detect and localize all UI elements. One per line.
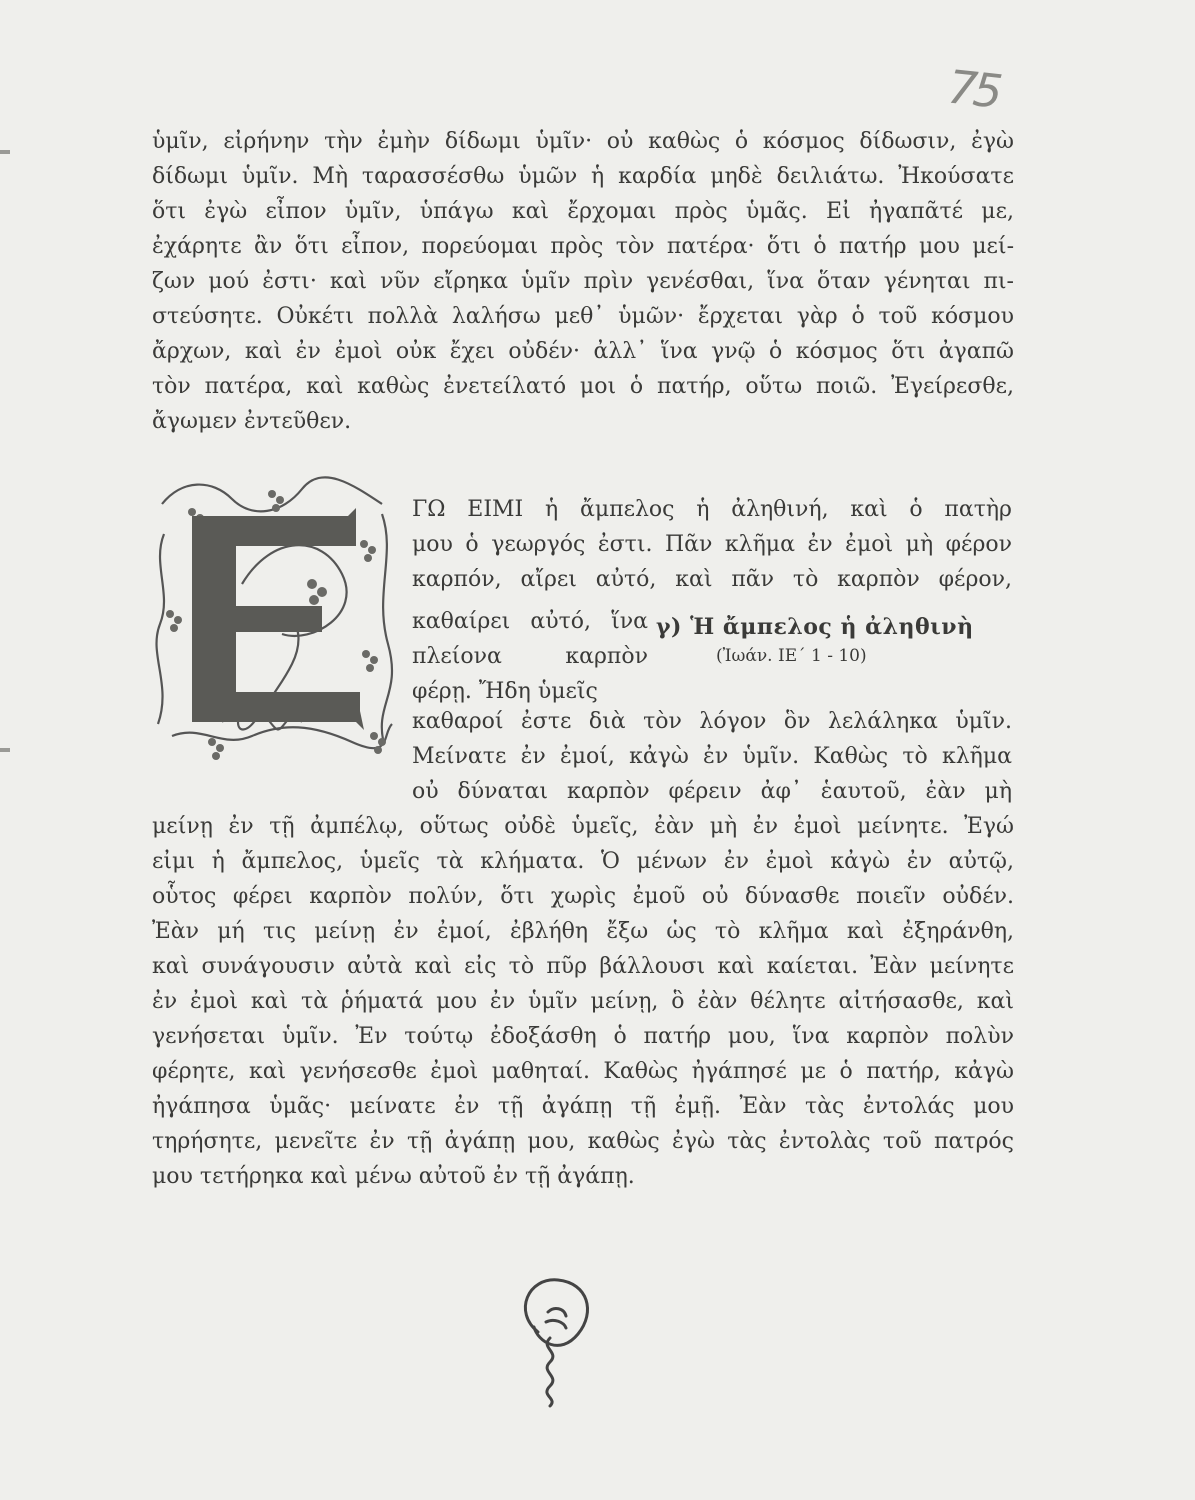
text-line: καρπόν, αἴρει αὐτό, καὶ πᾶν τὸ καρπὸν φέρον, (412, 567, 1012, 592)
paragraph-wrap (412, 492, 1012, 597)
text-line: πλείονα καρπὸν (412, 644, 648, 669)
text-line: ΓΩ ΕΙΜΙ ἡ ἄμπελος ἡ ἀληθινή, καὶ ὁ πατὴρ (412, 497, 1012, 522)
paragraph-full (152, 809, 1014, 1194)
text-line: στεύσητε. Οὐκέτι πολλὰ λαλήσω μεθ᾽ ὑμῶν· ἔρχεται γὰρ ὁ τοῦ κόσμου (152, 304, 1014, 329)
text-line: φέρῃ. Ἤδη ὑμεῖς (412, 679, 598, 704)
text-line: μου τετήρηκα καὶ μένω αὐτοῦ ἐν τῇ ἀγάπῃ. (152, 1164, 635, 1189)
text-line: μου ὁ γεωργός ἐστι. Πᾶν κλῆμα ἐν ἐμοὶ μὴ φέρον (412, 532, 1012, 557)
text-line: τὸν πατέρα, καὶ καθὼς ἐνετείλατό μοι ὁ πατήρ, οὕτω ποιῶ. Ἐγείρεσθε, (152, 374, 1014, 399)
text-line: τηρήσητε, μενεῖτε ἐν τῇ ἀγάπῃ μου, καθὼς ἐγὼ τὰς ἐντολὰς τοῦ πατρός (152, 1129, 1014, 1154)
text-line: Ἐὰν μή τις μείνῃ ἐν ἐμοί, ἐβλήθη ἔξω ὡς τὸ κλῆμα καὶ ἐξηράνθη, (152, 919, 1014, 944)
edge-mark (0, 150, 10, 154)
text-line: ὅτι ἐγὼ εἶπον ὑμῖν, ὑπάγω καὶ ἔρχομαι πρὸς ὑμᾶς. Εἰ ἠγαπᾶτέ με, (152, 199, 1014, 224)
scripture-reference: (Ἰωάν. ΙΕ΄ 1 - 10) (716, 646, 867, 666)
flourish-icon (508, 1272, 598, 1412)
text-line: καθαίρει αὐτό, ἵνα (412, 609, 648, 634)
text-line: ὑμῖν, εἰρήνην τὴν ἐμὴν δίδωμι ὑμῖν· οὐ καθὼς ὁ κόσμος δίδωσιν, ἐγὼ (152, 129, 1014, 154)
text-line: φέρητε, καὶ γενήσεσθε ἐμοὶ μαθηταί. Καθὼς ἠγάπησέ με ὁ πατήρ, κἀγὼ (152, 1059, 1014, 1084)
text-line: ζων μού ἐστι· καὶ νῦν εἴρηκα ὑμῖν πρὶν γενέσθαι, ἵνα ὅταν γένηται πι- (152, 269, 1014, 294)
decorated-initial (152, 474, 396, 766)
text-line: μείνῃ ἐν τῇ ἀμπέλῳ, οὕτως οὐδὲ ὑμεῖς, ἐὰν μὴ ἐν ἐμοὶ μείνητε. Ἐγώ (152, 814, 1014, 839)
paragraph-wrap-after (412, 704, 1012, 809)
page-number: 75 (945, 59, 1002, 119)
text-line: ἐν ἐμοὶ καὶ τὰ ῥήματά μου ἐν ὑμῖν μείνῃ, ὃ ἐὰν θέλητε αἰτήσασθε, καὶ (152, 989, 1014, 1014)
text-line: οὐ δύναται καρπὸν φέρειν ἀφ᾽ ἑαυτοῦ, ἐὰν μὴ (412, 779, 1012, 804)
section-title: γ) Ἡ ἄμπελος ἡ ἀληθινὴ (656, 614, 974, 640)
text-line: ἄγωμεν ἐντεῦθεν. (152, 409, 352, 434)
text-line: καὶ συνάγουσιν αὐτὰ καὶ εἰς τὸ πῦρ βάλλουσι καὶ καίεται. Ἐὰν μείνητε (152, 954, 1014, 979)
vine-ornament-icon (152, 474, 396, 766)
text-line: δίδωμι ὑμῖν. Μὴ ταρασσέσθω ὑμῶν ἡ καρδία μηδὲ δειλιάτω. Ἠκούσατε (152, 164, 1014, 189)
text-line: Μείνατε ἐν ἐμοί, κἀγὼ ἐν ὑμῖν. Καθὼς τὸ κλῆμα (412, 744, 1012, 769)
text-line: ἐχάρητε ἂν ὅτι εἶπον, πορεύομαι πρὸς τὸν πατέρα· ὅτι ὁ πατήρ μου μεί- (152, 234, 1014, 259)
text-line: καθαροί ἐστε διὰ τὸν λόγον ὃν λελάληκα ὑμῖν. (412, 709, 1012, 734)
text-line: οὗτος φέρει καρπὸν πολύν, ὅτι χωρὶς ἐμοῦ οὐ δύνασθε ποιεῖν οὐδέν. (152, 884, 1014, 909)
paragraph-short (412, 604, 648, 709)
section-heading (656, 614, 1016, 666)
paragraph-top (152, 124, 1014, 439)
text-line: γενήσεται ὑμῖν. Ἐν τούτῳ ἐδοξάσθη ὁ πατήρ μου, ἵνα καρπὸν πολὺν (152, 1024, 1014, 1049)
text-line: ἠγάπησα ὑμᾶς· μείνατε ἐν τῇ ἀγάπῃ τῇ ἐμῇ. Ἐὰν τὰς ἐντολάς μου (152, 1094, 1014, 1119)
tailpiece-ornament (508, 1272, 598, 1412)
text-line: ἄρχων, καὶ ἐν ἐμοὶ οὐκ ἔχει οὐδέν· ἀλλ᾽ ἵνα γνῷ ὁ κόσμος ὅτι ἀγαπῶ (152, 339, 1014, 364)
text-line: εἰμι ἡ ἄμπελος, ὑμεῖς τὰ κλήματα. Ὁ μένων ἐν ἐμοὶ κἀγὼ ἐν αὐτῷ, (152, 849, 1014, 874)
edge-mark (0, 748, 10, 752)
